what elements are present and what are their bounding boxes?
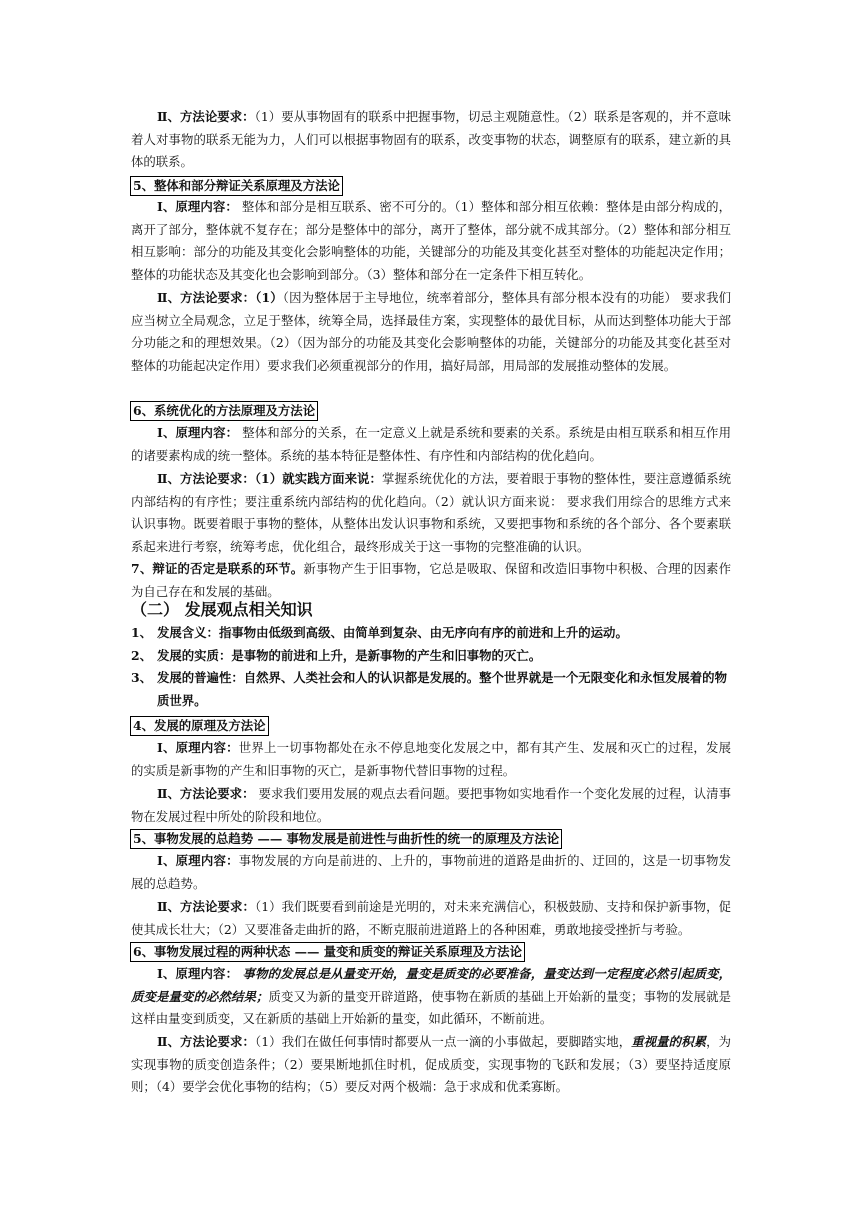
paragraph-text: 整体和部分是相互联系、密不可分的。（1）整体和部分相互依赖：整体是由部分构成的，离开了部分，整体就不复存在；部分是整体中的部分，离开了整体，部分就不成其部分。（2）整体和部分相互相互影响：部分的功能及其变化会影响整体的功能，关键部分的功能及其变化甚至对整体的功能起决定作用；整体的功能状态及其变化也会影响到部分。（3）整体和部分在一定条件下相互转化。 (131, 199, 732, 282)
paragraph-development-principle (131, 737, 731, 782)
paragraph-whole-part-methodology (131, 287, 731, 377)
paragraph-text: 掌握系统优化的方法，要着眼于事物的整体性，要注意遵循系统内部结构的有序性；要注重系统内部结构的优化趋向。（2）就认识方面来说： 要求我们用综合的思维方式来认识事物。既要着眼于事物的整体，从整体出发认识事物和系统，又要把事物和系统的各个部分、各个要素联系起来进行考察，统筹考虑，优化组合，最终形成关于这一事物的完整准确的认识。 (131, 471, 732, 554)
paragraph-text: （1）我们既要看到前途是光明的，对未来充满信心，积极鼓励、支持和保护新事物，促使其成长壮大；（2）又要准备走曲折的路，不断克服前进道路上的各种困难，勇敢地接受挫折与考验。 (131, 899, 731, 937)
label-principle: Ⅰ、原理内容： (157, 425, 239, 440)
paragraph-text: 要求我们要用发展的观点去看问题。要把事物如实地看作一个变化发展的过程，认清事物在发展过程中所处的阶段和地位。 (131, 786, 731, 824)
label-principle: Ⅰ、原理内容： (157, 966, 239, 981)
label-methodology: Ⅱ、方法论要求： (157, 1034, 255, 1049)
paragraph-contact-methodology (131, 106, 731, 174)
list-item (131, 667, 731, 712)
paragraph-development-methodology (131, 783, 731, 828)
bold-statement: 7、辩证的否定是联系的环节。 (131, 561, 304, 576)
paragraph-text: 新事物产生于旧事物，它总是吸取、保留和改造旧事物中积极、合理的因素作为自己存在和发展的基础。 (131, 561, 732, 599)
paragraph-text: 质变又为新的量变开辟道路，使事物在新质的基础上开始新的量变；事物的发展就是这样由量变到质变，又在新质的基础上开始新的量变，如此循环，不断前进。 (131, 988, 732, 1027)
list-item (131, 645, 731, 668)
paragraph-text: （因为整体居于主导地位，统率着部分，整体具有部分根本没有的功能） 要求我们应当树立全局观念，立足于整体，统筹全局，选择最佳方案，实现整体的最优目标，从而达到整体功能大于部分功能之和的理想效果。（2）（因为部分的功能及其变化会影响整体的功能，关键部分的功能及其变化甚至对整体的功能起决定作用）要求我们必须重视部分的作用，搞好局部，用局部的发展推动整体的发展。 (131, 290, 731, 373)
section-title: （二） 发展观点相关知识 (131, 600, 313, 619)
paragraph-text: （1）我们在做任何事情时都要从一点一滴的小事做起，要脚踏实地， (254, 1034, 632, 1049)
heading-development-principle: 4、发展的原理及方法论 (130, 716, 269, 736)
list-number: 1、 (131, 625, 153, 640)
label-principle: Ⅰ、原理内容： (157, 199, 238, 214)
paragraph-system-methodology (131, 468, 731, 558)
heading-whole-part: 5、整体和部分辩证关系原理及方法论 (130, 176, 343, 196)
paragraph-text: 整体和部分的关系，在一定意义上就是系统和要素的关系。系统是由相互联系和相互作用的诸要素构成的统一整体。系统的基本特征是整体性、有序性和内部结构的优化趋向。 (131, 425, 731, 463)
list-item (131, 622, 731, 645)
list-text: 发展的实质：是事物的前进和上升，是新事物的产生和旧事物的灭亡。 (157, 648, 542, 663)
label-principle: Ⅰ、原理内容： (157, 740, 239, 755)
item-number: （1） (255, 290, 283, 305)
heading-general-trend: 5、事物发展的总趋势 —— 事物发展是前进性与曲折性的统一的原理及方法论 (130, 829, 562, 849)
label-methodology: Ⅱ、方法论要求： (157, 109, 255, 124)
list-text: 发展的普遍性：自然界、人类社会和人的认识都是发展的。整个世界就是一个无限变化和永恒发展着的物质世界。 (157, 670, 727, 708)
paragraph-whole-part-principle (131, 196, 731, 286)
label-principle: Ⅰ、原理内容： (157, 853, 239, 868)
paragraph-text: 世界上一切事物都处在永不停息地变化发展之中，都有其产生、发展和灭亡的过程，发展的实质是新事物的产生和旧事物的灭亡，是新事物代替旧事物的过程。 (131, 740, 732, 778)
list-text: 发展含义：指事物由低级到高级、由简单到复杂、由无序向有序的前进和上升的运动。 (157, 625, 628, 640)
list-number: 3、 (131, 670, 153, 685)
label-methodology: Ⅱ、方法论要求： (157, 899, 255, 914)
paragraph-quantity-quality-methodology (131, 1031, 731, 1099)
label-methodology: Ⅱ、方法论要求：（1）就实践方面来说： (157, 471, 382, 486)
paragraph-system-principle (131, 422, 731, 467)
emphasis-text: 事物的发展总是从量变开始，量变是质变的必要准备，量变达到一定程度必然引起质变，质变是量变的必然结果； (131, 966, 731, 1004)
label-methodology: Ⅱ、方法论要求： (157, 786, 255, 801)
paragraph-text: 事物发展的方向是前进的、上升的，事物前进的道路是曲折的、迂回的，这是一切事物发展的总趋势。 (131, 853, 732, 891)
paragraph-text: （1）要从事物固有的联系中把握事物，切忌主观随意性。（2）联系是客观的，并不意味着人对事物的联系无能为力，人们可以根据事物固有的联系，改变事物的状态，调整原有的联系，建立新的具体的联系。 (131, 109, 731, 170)
heading-quantitative-qualitative: 6、事物发展过程的两种状态 —— 量变和质变的辩证关系原理及方法论 (130, 942, 525, 962)
paragraph-dialectical-negation (131, 558, 731, 603)
list-number: 2、 (131, 648, 153, 663)
paragraph-quantity-quality-principle (131, 963, 731, 1031)
paragraph-trend-methodology (131, 896, 731, 941)
label-methodology: Ⅱ、方法论要求： (157, 290, 256, 305)
heading-system-optimization: 6、系统优化的方法原理及方法论 (130, 401, 318, 421)
emphasis-text: 重视量的积累 (631, 1034, 707, 1049)
paragraph-text: ，为实现事物的质变创造条件；（2）要果断地抓住时机，促成质变，实现事物的飞跃和发展；（3）要坚持适度原则；（4）要学会优化事物的结构；（5）要反对两个极端：急于求成和优柔寡断。 (131, 1034, 731, 1095)
paragraph-trend-principle (131, 850, 731, 895)
